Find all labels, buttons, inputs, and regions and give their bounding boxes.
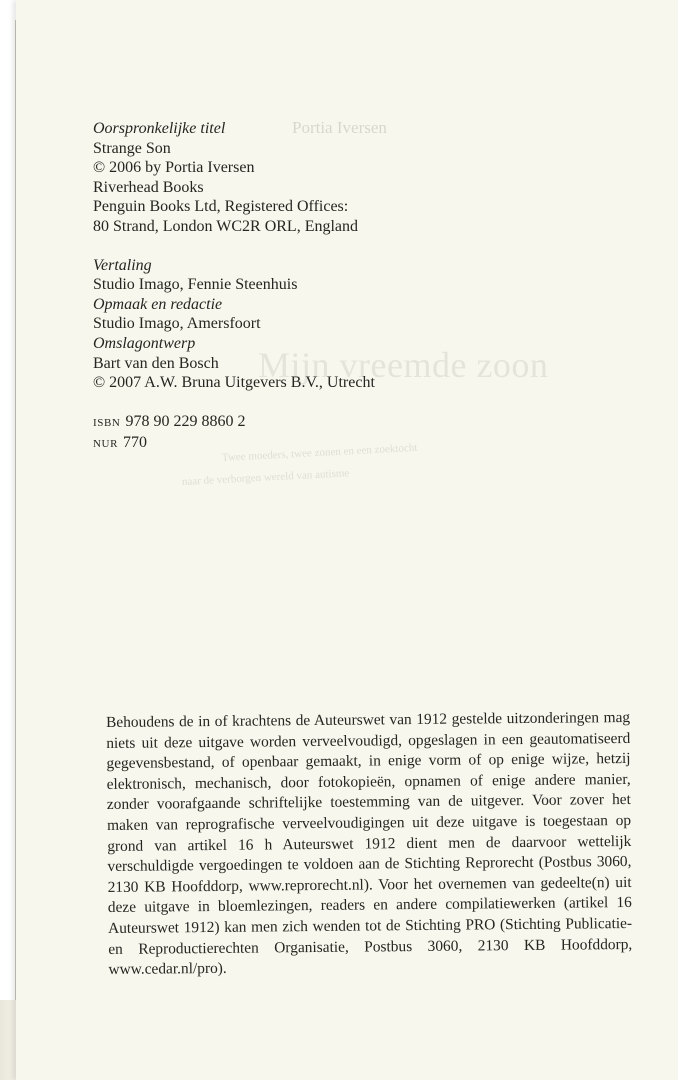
translation-label: Vertaling bbox=[93, 256, 152, 274]
isbn-value: 978 90 229 8860 2 bbox=[125, 412, 246, 430]
layout-label: Opmaak en redactie bbox=[93, 295, 223, 313]
nur-line bbox=[93, 433, 573, 455]
page-shadow bbox=[0, 1000, 16, 1080]
copyright-publisher: © 2007 A.W. Bruna Uitgevers B.V., Utrecht bbox=[93, 374, 375, 392]
cover-credit: Bart van den Bosch bbox=[93, 354, 219, 372]
colophon-credits bbox=[93, 119, 573, 455]
publisher-name: Riverhead Books bbox=[93, 178, 204, 196]
original-title-label: Oorspronkelijke titel bbox=[93, 120, 226, 137]
cover-label: Omslagontwerp bbox=[93, 334, 196, 352]
isbn-line bbox=[93, 412, 573, 434]
nur-label: NUR bbox=[93, 438, 119, 451]
spacer bbox=[93, 237, 573, 256]
publisher-offices: Penguin Books Ltd, Registered Offices: bbox=[93, 198, 349, 216]
spacer bbox=[93, 393, 573, 412]
show-through-subtitle-1: Twee moeders, twee zonen en een zoektocht bbox=[221, 441, 418, 464]
layout-credit: Studio Imago, Amersfoort bbox=[93, 315, 261, 333]
nur-value: 770 bbox=[123, 434, 148, 452]
publisher-address: 80 Strand, London WC2R ORL, England bbox=[93, 217, 359, 235]
isbn-label: ISBN bbox=[93, 416, 121, 429]
copyright-notice: Behoudens de in of krachtens de Auteurswet van 1912 gestelde uitzonderingen mag niets uit deze uitgave worden verveelvoudigd, opgeslagen in een geautomatiseerd gegevensbestand, of openbaar gemaakt, in enige vorm of op enige wijze, hetzij elektronisch, mechanisch, door fotokopieën, opnamen of enige andere manier, zonder voorafgaande schriftelijke toestemming van de uitgever. Voor zover het maken van reprografische verveelvoudigingen uit deze uitgave is toegestaan op grond van artikel 16 h Auteurswet 1912 dient men de daarvoor wettelijk verschuldigde vergoedingen te voldoen aan de Stichting Reprorecht (Postbus 3060, 2130 KB Hoofddorp, www.reprorecht.nl). Voor het overnemen van gedeelte(n) uit deze uitgave in bloemlezingen, readers en andere compilatiewerken (artikel 16 Auteurswet 1912) kan men zich wenden tot de Stichting PRO (Stichting Publicatie- en Reproductierechten Organisatie, Postbus 3060, 2130 KB Hoofddorp, www.cedar.nl/pro). bbox=[106, 708, 633, 979]
original-title: Strange Son bbox=[93, 139, 171, 157]
show-through-subtitle-2: naar de verborgen wereld van autisme bbox=[181, 467, 350, 488]
show-through-title: Mijn vreemde zoon bbox=[258, 345, 549, 385]
show-through-author: Portia Iversen bbox=[292, 118, 387, 137]
copyright-author: © 2006 by Portia Iversen bbox=[93, 159, 255, 177]
translation-credit: Studio Imago, Fennie Steenhuis bbox=[93, 276, 298, 294]
